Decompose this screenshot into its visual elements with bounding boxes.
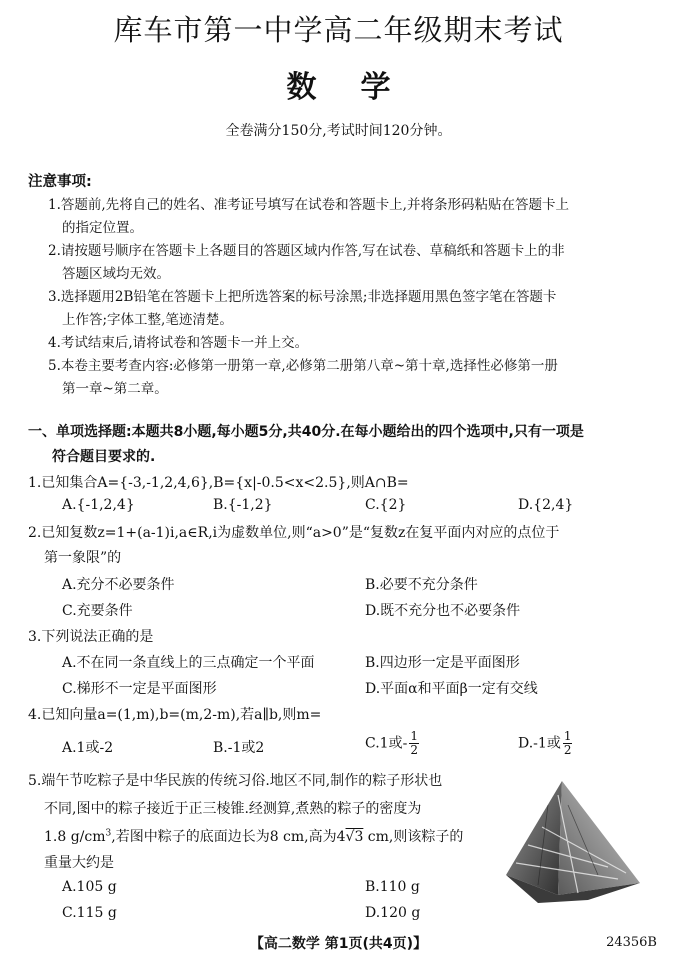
subject-title: 数学: [286, 70, 435, 105]
q1-option-b: B.{-1,2}: [213, 497, 273, 513]
q4-option-d: [518, 730, 574, 757]
page-footer: 【高二数学 第1页(共4页)】: [249, 936, 428, 952]
q4-option-c-text: C.1或-: [365, 735, 408, 752]
q3-option-a: A.不在同一条直线上的三点确定一个平面: [62, 655, 315, 671]
q1-option-c: C.{2}: [365, 497, 407, 513]
fraction-numerator: 1: [563, 729, 572, 743]
text-segment: ,若图中粽子的底面边长为8 cm,高为4: [111, 829, 346, 845]
q2-option-c: C.充要条件: [62, 603, 133, 619]
density-value: 1.8 g/cm: [44, 829, 106, 845]
q5-option-c: C.115 g: [62, 905, 117, 921]
sqrt-three: √3: [345, 829, 364, 845]
zongzi-image: [498, 775, 648, 915]
notice-line: 1.答题前,先将自己的姓名、准考证号填写在试卷和答题卡上,并将条形码粘贴在答题卡上: [48, 197, 569, 213]
question-5-line: 5.端午节吃粽子是中华民族的传统习俗.地区不同,制作的粽子形状也: [28, 773, 443, 789]
exam-title: 库车市第一中学高二年级期末考试: [113, 13, 564, 47]
q3-option-d: D.平面α和平面β一定有交线: [365, 681, 538, 697]
q3-option-b: B.四边形一定是平面图形: [365, 655, 520, 671]
q5-option-a: A.105 g: [62, 879, 117, 895]
q4-option-a: A.1或-2: [62, 740, 114, 756]
question-1-stem: 1.已知集合A={-3,-1,2,4,6},B={x|-0.5<x<2.5},则A∩B=: [28, 475, 409, 491]
question-2-stem: 2.已知复数z=1+(a-1)i,a∈R,i为虚数单位,则“a>0”是“复数z在复平面内对应的点位于: [28, 525, 560, 541]
exam-info: 全卷满分150分,考试时间120分钟。: [225, 123, 452, 139]
notice-line: 3.选择题用2B铅笔在答题卡上把所选答案的标号涂黑;非选择题用黑色签字笔在答题卡: [48, 289, 557, 305]
notice-line: 4.考试结束后,请将试卷和答题卡一并上交。: [48, 335, 309, 351]
question-3-stem: 3.下列说法正确的是: [28, 629, 154, 645]
q4-option-b: B.-1或2: [213, 740, 265, 756]
q4-option-d-text: D.-1或: [518, 735, 561, 752]
text-segment: cm,则该粽子的: [363, 829, 464, 845]
question-5-line: 不同,图中的粽子接近于正三棱锥.经测算,煮熟的粽子的密度为: [44, 801, 422, 817]
q1-option-d: D.{2,4}: [518, 497, 574, 513]
section-heading: 一、单项选择题:本题共8小题,每小题5分,共40分.在每小题给出的四个选项中,只有一项是: [28, 424, 584, 440]
notice-line: 答题区域均无效。: [62, 266, 170, 282]
section-heading-cont: 符合题目要求的.: [52, 449, 156, 465]
paper-code: 24356B: [606, 935, 657, 950]
question-5-line: [44, 826, 463, 846]
q4-option-c: [365, 730, 421, 757]
notice-line: 第一章~第二章。: [62, 381, 168, 397]
superscript: 3: [105, 828, 112, 839]
notice-line: 的指定位置。: [62, 220, 143, 236]
q5-option-d: D.120 g: [365, 905, 421, 921]
question-2-stem-cont: 第一象限”的: [44, 550, 122, 566]
q2-option-d: D.既不充分也不必要条件: [365, 603, 521, 619]
fraction-one-half: [409, 730, 419, 757]
fraction-one-half: [563, 730, 573, 757]
q2-option-b: B.必要不充分条件: [365, 577, 478, 593]
fraction-denominator: 2: [563, 743, 572, 757]
notice-line: 上作答;字体工整,笔迹清楚。: [62, 312, 233, 328]
question-4-stem: 4.已知向量a=(1,m),b=(m,2-m),若a∥b,则m=: [28, 707, 322, 723]
notice-title: 注意事项:: [28, 174, 92, 190]
q1-option-a: A.{-1,2,4}: [62, 497, 135, 513]
question-5-line: 重量大约是: [44, 855, 114, 871]
fraction-denominator: 2: [410, 743, 418, 757]
q5-option-b: B.110 g: [365, 879, 420, 895]
notice-line: 5.本卷主要考查内容:必修第一册第一章,必修第二册第八章~第十章,选择性必修第一册: [48, 358, 558, 374]
q2-option-a: A.充分不必要条件: [62, 577, 175, 593]
q3-option-c: C.梯形不一定是平面图形: [62, 681, 217, 697]
notice-line: 2.请按题号顺序在答题卡上各题目的答题区域内作答,写在试卷、草稿纸和答题卡上的非: [48, 243, 565, 259]
fraction-numerator: 1: [410, 729, 418, 743]
